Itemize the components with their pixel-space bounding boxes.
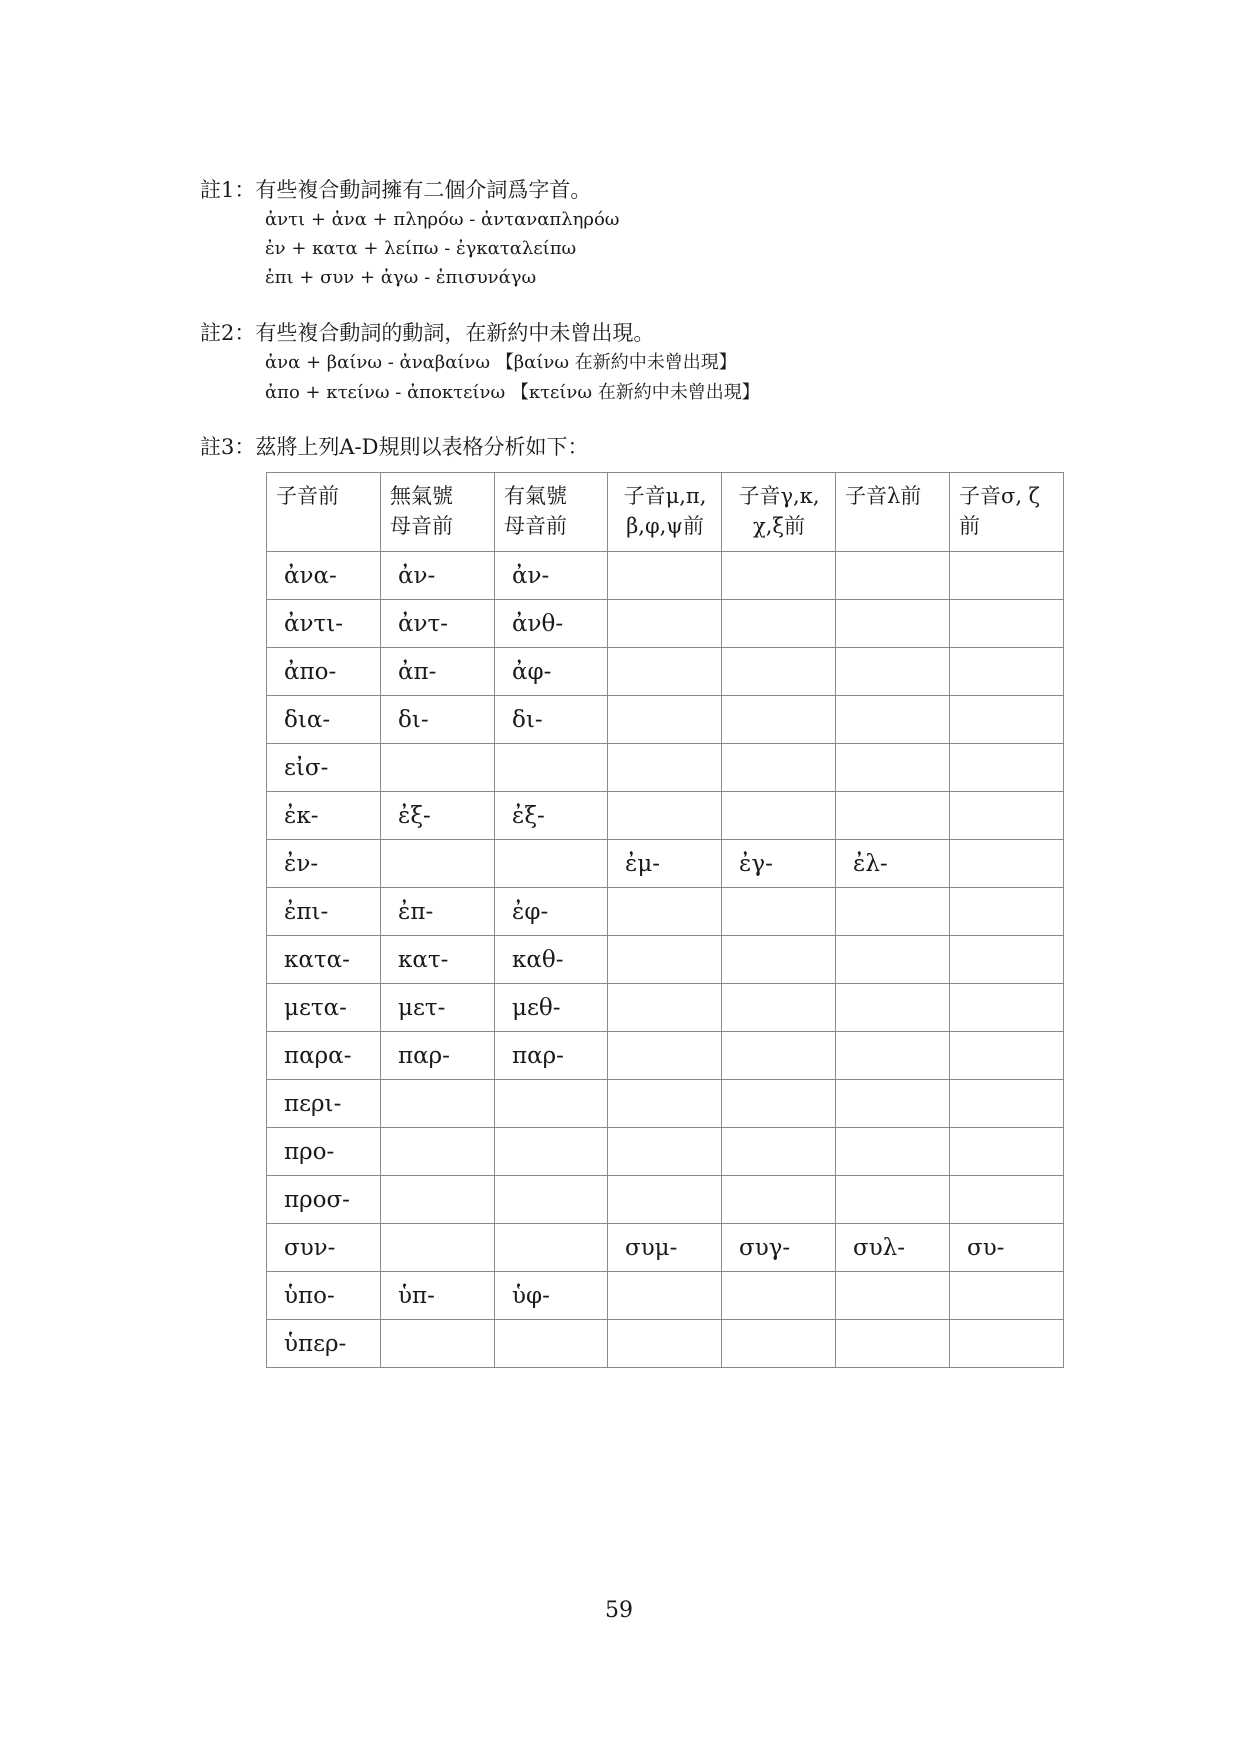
table-cell: ἐπ- bbox=[381, 888, 495, 936]
table-row bbox=[267, 1176, 1064, 1224]
table-cell: παρα- bbox=[267, 1032, 381, 1080]
table-row bbox=[267, 648, 1064, 696]
table-row bbox=[267, 936, 1064, 984]
table-cell bbox=[722, 1320, 836, 1368]
table-cell bbox=[608, 1080, 722, 1128]
table-cell bbox=[836, 984, 950, 1032]
table-cell: ὑπερ- bbox=[267, 1320, 381, 1368]
table-cell: συ- bbox=[950, 1224, 1064, 1272]
table-cell bbox=[722, 888, 836, 936]
table-cell bbox=[608, 984, 722, 1032]
table-cell bbox=[722, 648, 836, 696]
table-cell bbox=[608, 888, 722, 936]
table-cell: ἀφ- bbox=[495, 648, 608, 696]
note2-example-line: ἀπο + κτείνω - ἀποκτείνω 【κτείνω 在新約中未曾出現】 bbox=[265, 382, 760, 403]
table-cell: μετ- bbox=[381, 984, 495, 1032]
table-cell bbox=[722, 600, 836, 648]
table-cell bbox=[836, 792, 950, 840]
table-cell bbox=[950, 1128, 1064, 1176]
table-cell bbox=[495, 1080, 608, 1128]
table-row bbox=[267, 792, 1064, 840]
table-row bbox=[267, 1320, 1064, 1368]
table-cell: προ- bbox=[267, 1128, 381, 1176]
table-cell bbox=[495, 1128, 608, 1176]
note1-example-line: ἐπι + συν + ἀγω - ἐπισυνάγω bbox=[265, 267, 537, 288]
table-cell bbox=[381, 840, 495, 888]
table-cell: συμ- bbox=[608, 1224, 722, 1272]
table-cell bbox=[836, 1272, 950, 1320]
table-cell bbox=[608, 1320, 722, 1368]
table-cell: κατα- bbox=[267, 936, 381, 984]
table-cell bbox=[836, 552, 950, 600]
table-row bbox=[267, 888, 1064, 936]
table-cell: ὑπ- bbox=[381, 1272, 495, 1320]
table-cell: ἀνθ- bbox=[495, 600, 608, 648]
table-cell: προσ- bbox=[267, 1176, 381, 1224]
table-cell: ἀν- bbox=[495, 552, 608, 600]
table-cell bbox=[722, 1176, 836, 1224]
table-cell bbox=[381, 1080, 495, 1128]
table-cell bbox=[608, 648, 722, 696]
table-cell: παρ- bbox=[381, 1032, 495, 1080]
table-cell bbox=[608, 1176, 722, 1224]
table-cell bbox=[381, 1128, 495, 1176]
table-cell bbox=[950, 1080, 1064, 1128]
table-cell: δια- bbox=[267, 696, 381, 744]
table-cell bbox=[950, 648, 1064, 696]
table-cell: ἀν- bbox=[381, 552, 495, 600]
table-cell bbox=[381, 1224, 495, 1272]
table-cell bbox=[950, 1272, 1064, 1320]
table-cell: ἀντι- bbox=[267, 600, 381, 648]
table-row bbox=[267, 984, 1064, 1032]
table-cell bbox=[950, 1032, 1064, 1080]
table-row bbox=[267, 1224, 1064, 1272]
table-cell bbox=[950, 1176, 1064, 1224]
table-cell: ἀνα- bbox=[267, 552, 381, 600]
header-rough-breathing-vowel: 有氣號 母音前 bbox=[495, 473, 608, 552]
table-cell bbox=[495, 1176, 608, 1224]
header-labial-consonant: 子音μ,π, β,φ,ψ前 bbox=[608, 473, 722, 552]
table-cell bbox=[722, 1128, 836, 1176]
table-cell: εἰσ- bbox=[267, 744, 381, 792]
table-row bbox=[267, 1128, 1064, 1176]
note1-example-line: ἐν + κατα + λείπω - ἐγκαταλείπω bbox=[265, 238, 577, 259]
table-cell bbox=[950, 696, 1064, 744]
header-before-consonant: 子音前 bbox=[267, 473, 381, 552]
table-cell bbox=[608, 600, 722, 648]
table-cell: καθ- bbox=[495, 936, 608, 984]
table-cell: περι- bbox=[267, 1080, 381, 1128]
table-cell bbox=[495, 1224, 608, 1272]
table-cell bbox=[836, 1080, 950, 1128]
table-cell bbox=[950, 1320, 1064, 1368]
table-header-row bbox=[267, 473, 1064, 552]
table-cell bbox=[608, 552, 722, 600]
page-number: 59 bbox=[605, 1598, 633, 1623]
table-cell: ἀντ- bbox=[381, 600, 495, 648]
table-cell: ἐπι- bbox=[267, 888, 381, 936]
table-cell: κατ- bbox=[381, 936, 495, 984]
note1-title: 註1：有些複合動詞擁有二個介詞爲字首。 bbox=[200, 178, 592, 202]
table-cell bbox=[608, 936, 722, 984]
table-cell bbox=[722, 552, 836, 600]
table-cell bbox=[836, 888, 950, 936]
table-cell bbox=[608, 1032, 722, 1080]
table-cell bbox=[836, 600, 950, 648]
table-cell: παρ- bbox=[495, 1032, 608, 1080]
table-cell: ἐλ- bbox=[836, 840, 950, 888]
table-cell bbox=[950, 840, 1064, 888]
table-row bbox=[267, 1032, 1064, 1080]
table-cell bbox=[836, 1320, 950, 1368]
table-cell bbox=[836, 1032, 950, 1080]
table-cell bbox=[950, 600, 1064, 648]
table-cell bbox=[950, 552, 1064, 600]
table-cell: δι- bbox=[495, 696, 608, 744]
note1-example-line: ἀντι + ἀνα + πληρόω - ἀνταναπληρόω bbox=[265, 209, 620, 230]
note3-title: 註3：茲將上列A-D規則以表格分析如下： bbox=[200, 435, 589, 459]
table-row bbox=[267, 1272, 1064, 1320]
table-cell: ἐν- bbox=[267, 840, 381, 888]
table-cell bbox=[836, 696, 950, 744]
table-cell: ἐγ- bbox=[722, 840, 836, 888]
table-cell bbox=[950, 744, 1064, 792]
table-cell bbox=[608, 1272, 722, 1320]
table-cell bbox=[495, 840, 608, 888]
table-row bbox=[267, 744, 1064, 792]
table-cell bbox=[950, 792, 1064, 840]
header-smooth-breathing-vowel: 無氣號 母音前 bbox=[381, 473, 495, 552]
table-cell bbox=[950, 888, 1064, 936]
table-cell: ἀπο- bbox=[267, 648, 381, 696]
table-cell: μεθ- bbox=[495, 984, 608, 1032]
table-cell bbox=[381, 1320, 495, 1368]
table-cell bbox=[722, 936, 836, 984]
table-row bbox=[267, 696, 1064, 744]
table-cell bbox=[950, 936, 1064, 984]
table-cell bbox=[722, 792, 836, 840]
header-velar-consonant: 子音γ,κ, χ,ξ前 bbox=[722, 473, 836, 552]
table-cell bbox=[722, 1032, 836, 1080]
table-cell bbox=[722, 1272, 836, 1320]
table-cell bbox=[950, 984, 1064, 1032]
table-cell: συγ- bbox=[722, 1224, 836, 1272]
table-row bbox=[267, 552, 1064, 600]
table-cell: ἐξ- bbox=[495, 792, 608, 840]
prefix-assimilation-table bbox=[266, 472, 1064, 1368]
table-cell bbox=[836, 744, 950, 792]
table-cell bbox=[722, 984, 836, 1032]
table-cell: ἀπ- bbox=[381, 648, 495, 696]
table-cell: δι- bbox=[381, 696, 495, 744]
table-cell: ἐφ- bbox=[495, 888, 608, 936]
header-sigma-zeta-consonant: 子音σ, ζ 前 bbox=[950, 473, 1064, 552]
table-cell: μετα- bbox=[267, 984, 381, 1032]
table-cell bbox=[608, 744, 722, 792]
table-row bbox=[267, 840, 1064, 888]
table-cell: ὑφ- bbox=[495, 1272, 608, 1320]
table-row bbox=[267, 600, 1064, 648]
table-cell bbox=[381, 1176, 495, 1224]
table-cell bbox=[836, 1128, 950, 1176]
header-lambda-consonant: 子音λ前 bbox=[836, 473, 950, 552]
table-cell bbox=[608, 696, 722, 744]
table-cell bbox=[495, 744, 608, 792]
table-cell bbox=[722, 1080, 836, 1128]
table-cell: ὑπο- bbox=[267, 1272, 381, 1320]
table-cell bbox=[722, 744, 836, 792]
table-cell bbox=[836, 1176, 950, 1224]
table-cell: ἐμ- bbox=[608, 840, 722, 888]
table-cell: συν- bbox=[267, 1224, 381, 1272]
table-row bbox=[267, 1080, 1064, 1128]
table-cell bbox=[381, 744, 495, 792]
note2-title: 註2：有些複合動詞的動詞，在新約中未曾出現。 bbox=[200, 321, 655, 345]
table-cell bbox=[836, 936, 950, 984]
table-cell bbox=[836, 648, 950, 696]
table-cell bbox=[608, 792, 722, 840]
note2-example-line: ἀνα + βαίνω - ἀναβαίνω 【βαίνω 在新約中未曾出現】 bbox=[265, 352, 737, 373]
table-cell: ἐκ- bbox=[267, 792, 381, 840]
table-cell: ἐξ- bbox=[381, 792, 495, 840]
table-cell bbox=[608, 1128, 722, 1176]
table-cell bbox=[495, 1320, 608, 1368]
table-cell bbox=[722, 696, 836, 744]
table-cell: συλ- bbox=[836, 1224, 950, 1272]
